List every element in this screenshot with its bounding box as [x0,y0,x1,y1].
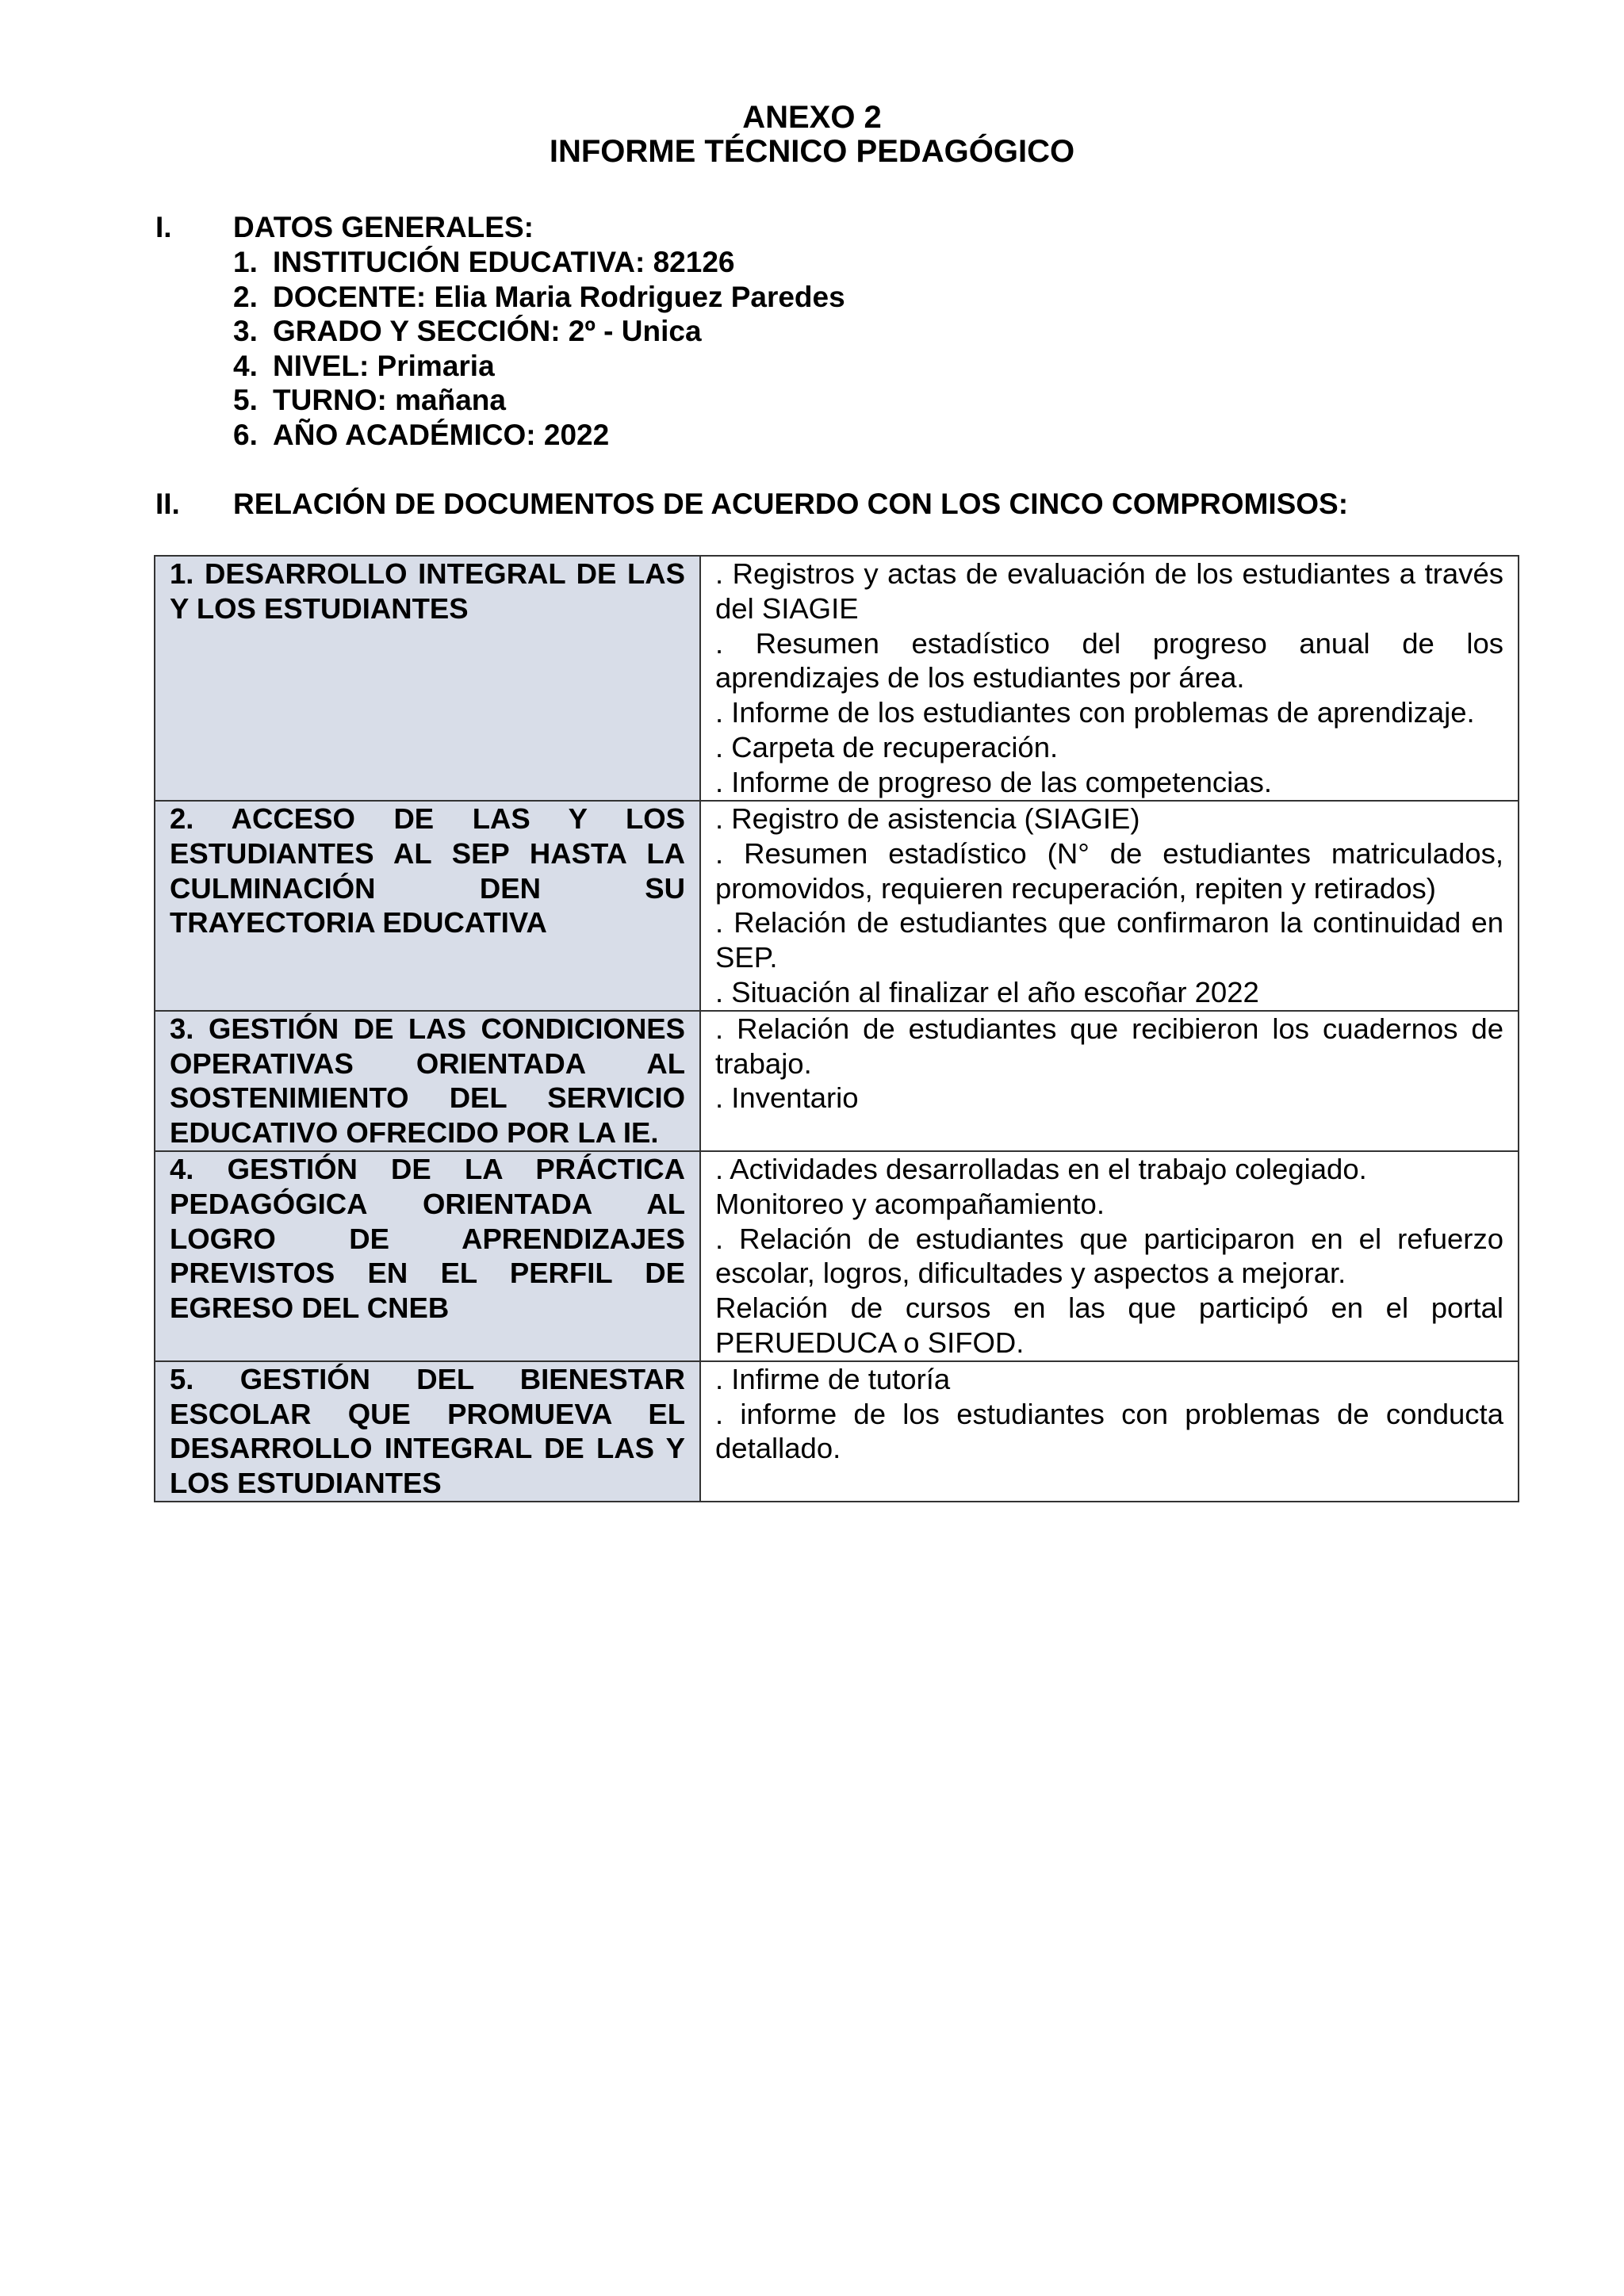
document-item: . Informe de los estudiantes con problemas de aprendizaje. [715,696,1475,729]
shift-value: TURNO: mañana [273,384,506,417]
commitment-cell: 3. GESTIÓN DE LAS CONDICIONES OPERATIVAS ORIENTADA AL SOSTENIMIENTO DEL SERVICIO EDUCATIVO OFRECIDO POR LA IE. [155,1011,700,1151]
document-item: Relación de cursos en las que participó en el portal PERUEDUCA o SIFOD. [715,1292,1503,1359]
list-item: 4. NIVEL: Primaria [233,349,495,382]
academic-year-value: AÑO ACADÉMICO: 2022 [273,418,610,451]
document-item: . Relación de estudiantes que participaron en el refuerzo escolar, logros, dificultades y aspectos a mejorar. [715,1222,1503,1290]
document-item: . informe de los estudiantes con problemas de conducta detallado. [715,1397,1503,1465]
commitment-cell: 4. GESTIÓN DE LA PRÁCTICA PEDAGÓGICA ORIENTADA AL LOGRO DE APRENDIZAJES PREVISTOS EN EL PERFIL DE EGRESO DEL CNEB [155,1151,700,1361]
table-row [155,1011,1519,1151]
document-item: . Actividades desarrolladas en el trabajo colegiado. [715,1152,1367,1185]
documents-cell [700,1011,1519,1151]
document-item: . Relación de estudiantes que confirmaron la continuidad en SEP. [715,906,1503,974]
level-value: NIVEL: Primaria [273,349,495,382]
section-2-title: RELACIÓN DE DOCUMENTOS DE ACUERDO CON LOS CINCO COMPROMISOS: [233,488,1349,520]
list-item: 2. DOCENTE: Elia Maria Rodriguez Paredes [233,280,845,313]
document-item: . Registros y actas de evaluación de los estudiantes a través del SIAGIE [715,557,1503,625]
table-row [155,1361,1519,1502]
section-1-title: DATOS GENERALES: [233,211,534,243]
list-item: 1. INSTITUCIÓN EDUCATIVA: 82126 [233,246,735,278]
report-title: INFORME TÉCNICO PEDAGÓGICO [549,134,1075,169]
list-item: 5. TURNO: mañana [233,384,506,417]
documents-cell [700,556,1519,801]
table-row [155,556,1519,801]
documents-cell [700,1361,1519,1502]
document-item: . Informe de progreso de las competencias. [715,765,1272,798]
institution-value: INSTITUCIÓN EDUCATIVA: 82126 [273,246,735,278]
document-item: . Resumen estadístico (N° de estudiantes matriculados, promovidos, requieren recuperación, repiten y retirados) [715,836,1503,905]
table-row [155,1151,1519,1361]
document-item: . Relación de estudiantes que recibieron los cuadernos de trabajo. [715,1012,1503,1080]
table-row [155,801,1519,1011]
commitment-cell: 1. DESARROLLO INTEGRAL DE LAS Y LOS ESTUDIANTES [155,556,700,801]
document-item: . Inventario [715,1081,859,1115]
list-item: 3. GRADO Y SECCIÓN: 2º - Unica [233,315,702,348]
commitments-table [154,555,1519,1502]
teacher-value: DOCENTE: Elia Maria Rodriguez Paredes [273,280,845,313]
commitment-cell: 5. GESTIÓN DEL BIENESTAR ESCOLAR QUE PROMUEVA EL DESARROLLO INTEGRAL DE LAS Y LOS ESTUDIANTES [155,1361,700,1502]
document-item: . Registro de asistencia (SIAGIE) [715,802,1140,835]
grade-section-value: GRADO Y SECCIÓN: 2º - Unica [273,315,702,348]
section-1-numeral: I. [155,211,172,243]
document-item: . Situación al finalizar el año escoñar 2022 [715,975,1259,1008]
documents-cell [700,801,1519,1011]
document-item: . Carpeta de recuperación. [715,730,1059,763]
annex-title: ANEXO 2 [742,100,882,135]
section-2-numeral: II. [155,488,180,520]
documents-cell [700,1151,1519,1361]
general-data-list [233,245,845,453]
commitment-cell: 2. ACCESO DE LAS Y LOS ESTUDIANTES AL SEP HASTA LA CULMINACIÓN DEN SU TRAYECTORIA EDUCATIVA [155,801,700,1011]
document-item: . Resumen estadístico del progreso anual de los aprendizajes de los estudiantes por área. [715,626,1503,695]
document-item: . Infirme de tutoría [715,1362,951,1395]
document-item: Monitoreo y acompañamiento. [715,1187,1105,1220]
list-item: 6. AÑO ACADÉMICO: 2022 [233,418,610,451]
